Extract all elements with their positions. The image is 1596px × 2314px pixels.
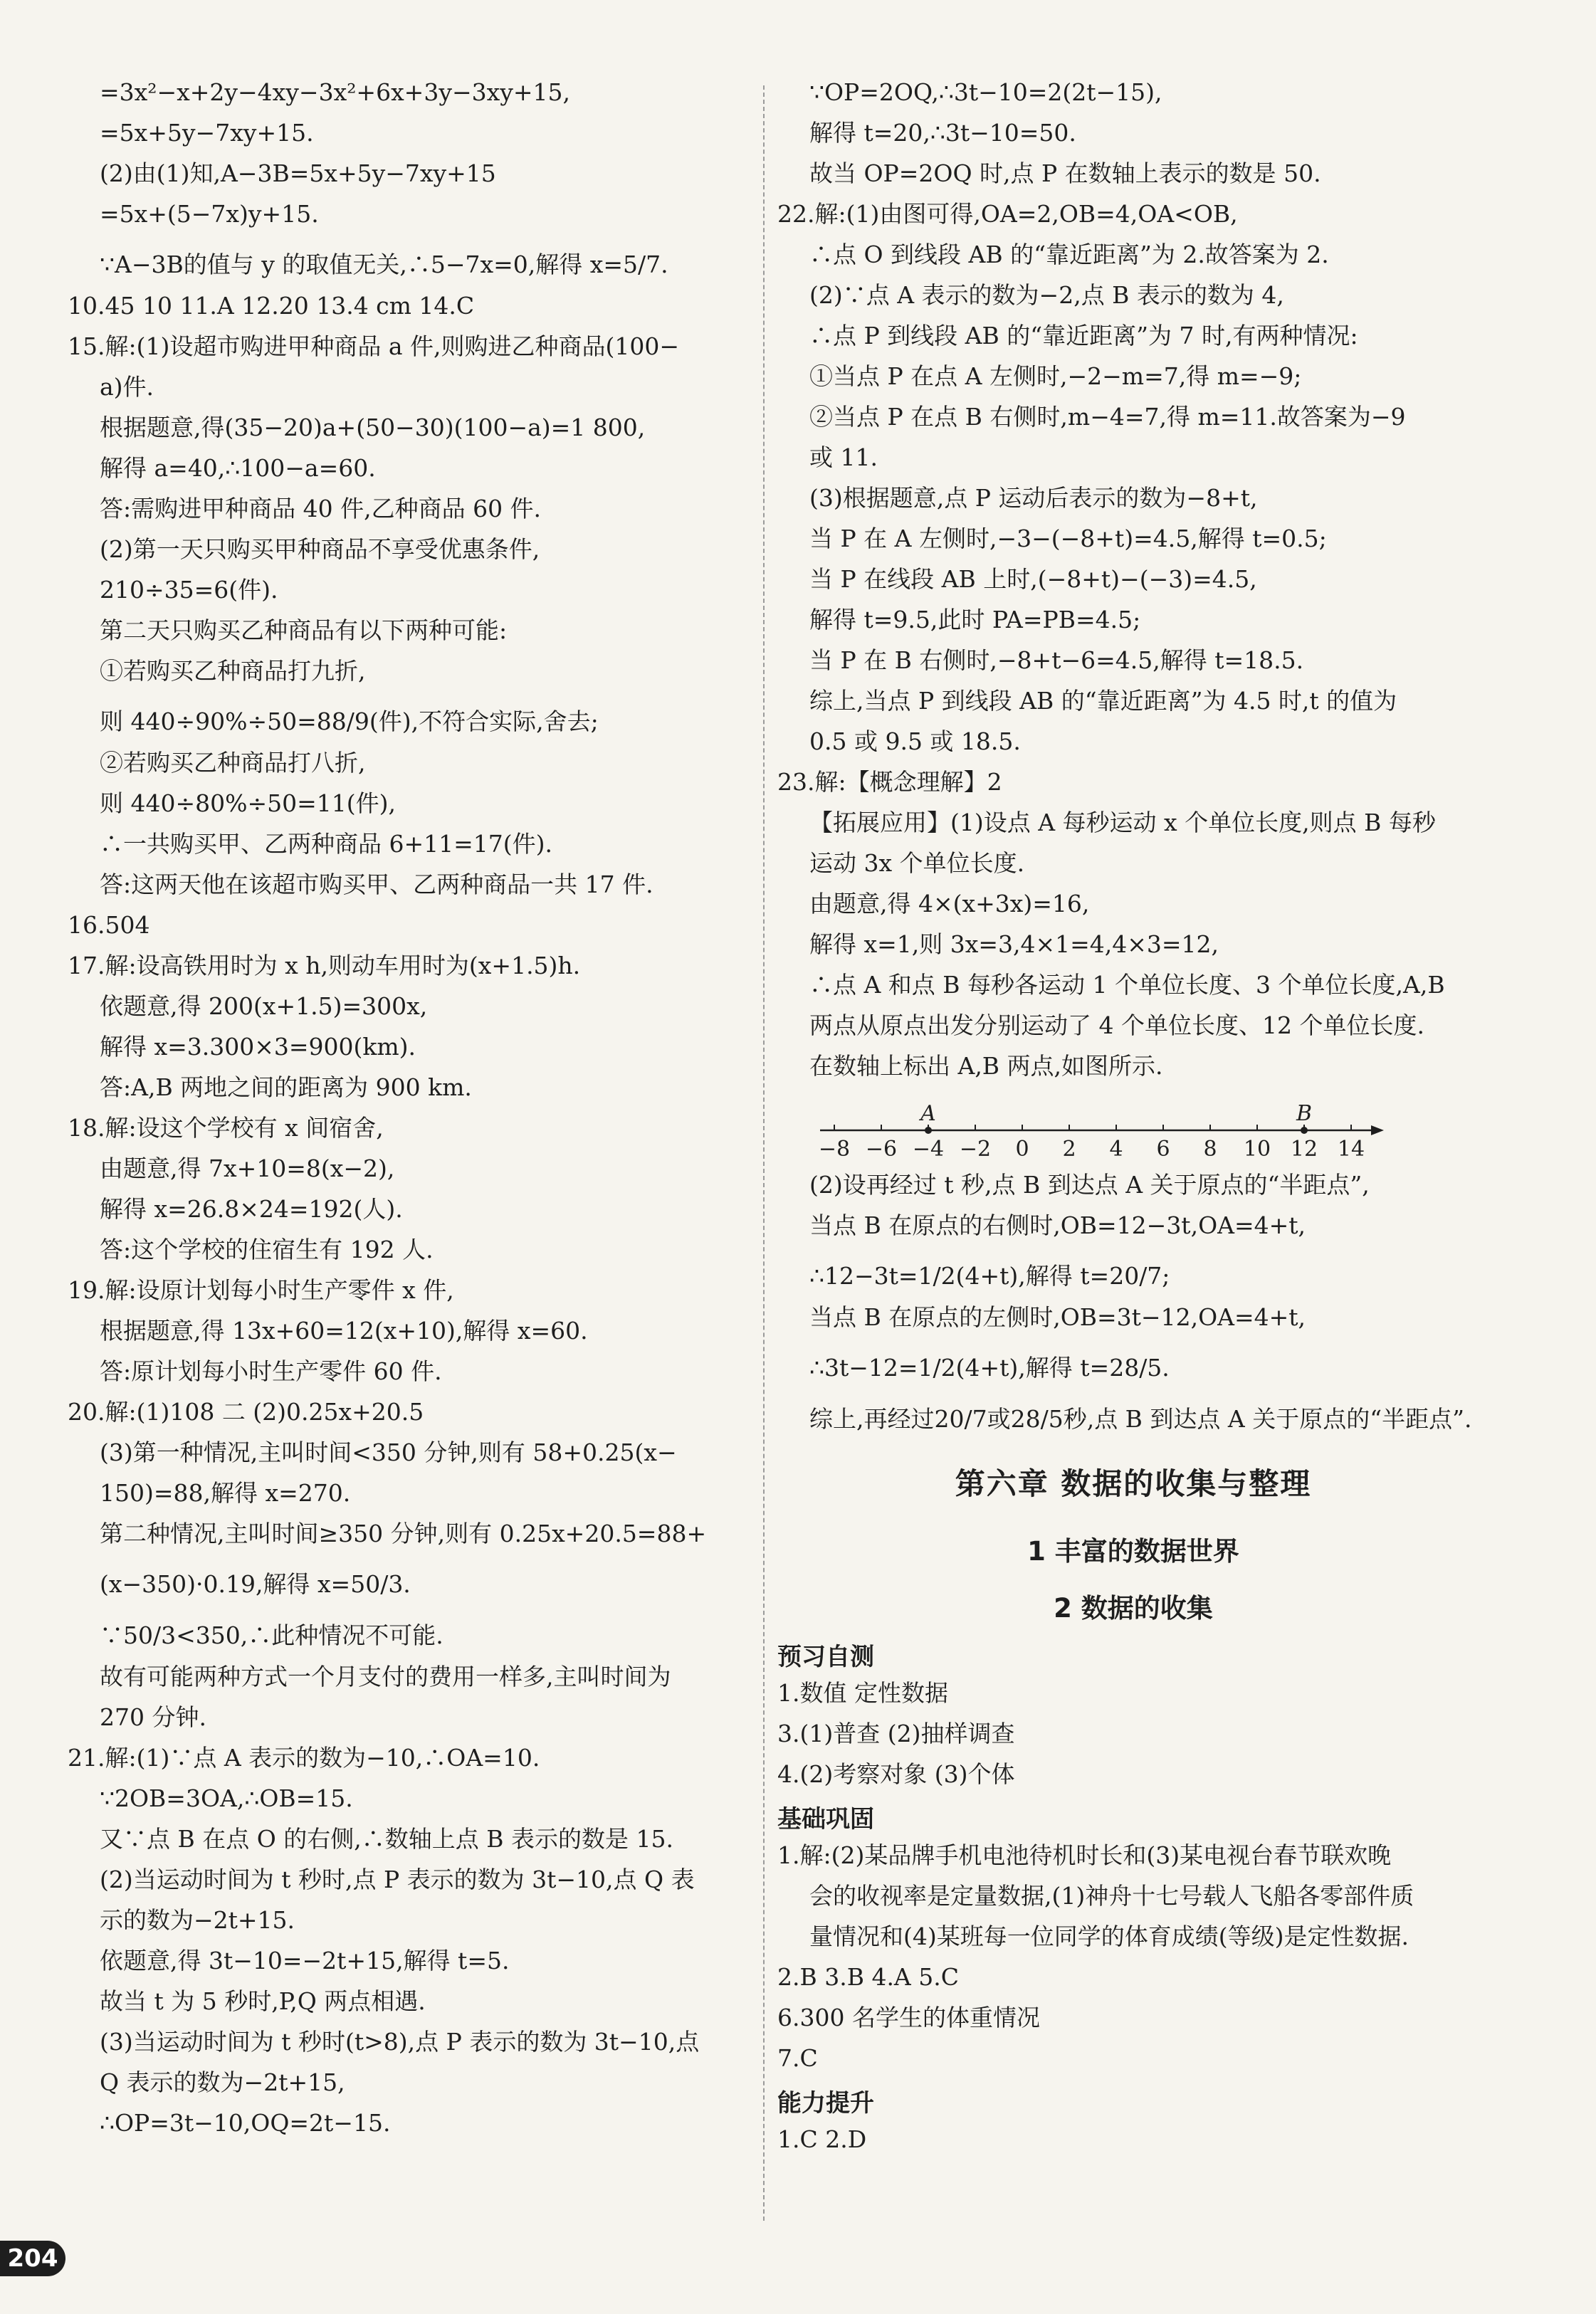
text-line: 17.解:设高铁用时为 x h,则动车用时为(x+1.5)h. [68, 952, 581, 979]
text-line: 当点 B 在原点的左侧时,OB=3t−12,OA=4+t, [809, 1303, 1306, 1331]
text-line: 又∵点 B 在点 O 的右侧,∴数轴上点 B 表示的数是 15. [100, 1825, 673, 1853]
text-line: 由题意,得 4×(x+3x)=16, [809, 890, 1090, 917]
point-marker [1301, 1127, 1308, 1134]
text-line: 答:需购进甲种商品 40 件,乙种商品 60 件. [100, 495, 542, 522]
text-line: ∵A−3B的值与 y 的取值无关,∴5−7x=0,解得 x=5/7. [100, 251, 668, 278]
text-line: ①当点 P 在点 A 左侧时,−2−m=7,得 m=−9; [809, 362, 1302, 390]
text-line: 故有可能两种方式一个月支付的费用一样多,主叫时间为 [100, 1663, 671, 1690]
answers-21-23 [777, 77, 1489, 1091]
text-line: ①若购买乙种商品打九折, [100, 657, 366, 685]
section-title-1: 1 丰富的数据世界 [1027, 1536, 1239, 1567]
text-line: 综上,再经过20/7或28/5秒,点 B 到达点 A 关于原点的“半距点”. [809, 1405, 1472, 1433]
text-line: ∴点 P 到线段 AB 的“靠近距离”为 7 时,有两种情况: [809, 322, 1358, 349]
text-line: 3.(1)普查 (2)抽样调查 [777, 1720, 1015, 1747]
section-title-2: 2 数据的收集 [1054, 1593, 1213, 1624]
text-line: 150)=88,解得 x=270. [100, 1479, 351, 1507]
text-line: 解得 a=40,∴100−a=60. [100, 454, 376, 482]
text-line: ②若购买乙种商品打八折, [100, 749, 366, 777]
text-line: 故当 OP=2OQ 时,点 P 在数轴上表示的数是 50. [809, 159, 1321, 187]
text-line: 第二种情况,主叫时间≥350 分钟,则有 0.25x+20.5=88+ [100, 1520, 707, 1547]
text-line: ∴点 A 和点 B 每秒各运动 1 个单位长度、3 个单位长度,A,B [809, 971, 1445, 999]
text-line: 10.45 10 11.A 12.20 13.4 cm 14.C [68, 292, 475, 320]
page-number-badge: 204 [0, 2241, 65, 2276]
text-line: 运动 3x 个单位长度. [809, 849, 1025, 877]
text-line: ∴12−3t=1/2(4+t),解得 t=20/7; [809, 1262, 1170, 1290]
text-line: 解得 t=20,∴3t−10=50. [809, 119, 1076, 147]
text-line: 16.504 [68, 911, 150, 939]
text-line: (x−350)·0.19,解得 x=50/3. [100, 1570, 411, 1598]
text-line: 解得 t=9.5,此时 PA=PB=4.5; [809, 606, 1141, 633]
tick-label: −6 [865, 1137, 898, 1162]
tick-label: 2 [1062, 1137, 1076, 1162]
text-line: 答:原计划每小时生产零件 60 件. [100, 1357, 442, 1385]
text-line: 6.300 名学生的体重情况 [777, 2004, 1040, 2031]
text-line: 【拓展应用】(1)设点 A 每秒运动 x 个单位长度,则点 B 每秒 [809, 809, 1436, 836]
tick-label: −2 [959, 1137, 992, 1162]
text-line: 1.解:(2)某品牌手机电池待机时长和(3)某电视台春节联欢晚 [777, 1841, 1392, 1869]
number-line [806, 1091, 1390, 1169]
text-line: 当点 B 在原点的右侧时,OB=12−3t,OA=4+t, [809, 1211, 1306, 1239]
tick-label: 14 [1337, 1137, 1365, 1162]
text-line: 210÷35=6(件). [100, 576, 278, 604]
text-line: 当 P 在 B 右侧时,−8+t−6=4.5,解得 t=18.5. [809, 646, 1304, 674]
text-line: 当 P 在 A 左侧时,−3−(−8+t)=4.5,解得 t=0.5; [809, 525, 1327, 552]
text-line: ∴OP=3t−10,OQ=2t−15. [100, 2109, 391, 2137]
text-line: 解得 x=1,则 3x=3,4×1=4,4×3=12, [809, 930, 1219, 958]
left-column [68, 77, 751, 2148]
subheading-preview: 预习自测 [777, 1643, 874, 1671]
subheading-basic: 基础巩固 [777, 1805, 874, 1834]
text-line: a)件. [100, 373, 154, 401]
text-line: 综上,当点 P 到线段 AB 的“靠近距离”为 4.5 时,t 的值为 [809, 687, 1397, 715]
column-divider [763, 85, 765, 2221]
tick-label: 0 [1015, 1137, 1029, 1162]
text-line: (2)∵点 A 表示的数为−2,点 B 表示的数为 4, [809, 281, 1284, 309]
text-line: 根据题意,得(35−20)a+(50−30)(100−a)=1 800, [100, 414, 646, 441]
subheading-ability: 能力提升 [777, 2089, 874, 2118]
axis-arrow [1371, 1125, 1384, 1135]
text-line: 22.解:(1)由图可得,OA=2,OB=4,OA<OB, [777, 200, 1238, 228]
text-line: (2)第一天只购买甲种商品不享受优惠条件, [100, 535, 540, 563]
text-line: Q 表示的数为−2t+15, [100, 2068, 345, 2096]
tick-label: −4 [912, 1137, 945, 1162]
text-line: (2)当运动时间为 t 秒时,点 P 表示的数为 3t−10,点 Q 表 [100, 1866, 695, 1893]
text-line: =5x+(5−7x)y+15. [100, 200, 319, 228]
text-line: (2)由(1)知,A−3B=5x+5y−7xy+15 [100, 159, 496, 187]
tick-label: 8 [1203, 1137, 1217, 1162]
text-line: =5x+5y−7xy+15. [100, 119, 314, 147]
text-line: 则 440÷90%÷50=88/9(件),不符合实际,舍去; [100, 708, 599, 735]
text-line: 270 分钟. [100, 1703, 206, 1731]
tick-label: 12 [1290, 1137, 1318, 1162]
ability-answers [777, 2124, 1489, 2165]
text-line: (3)当运动时间为 t 秒时(t>8),点 P 表示的数为 3t−10,点 [100, 2028, 700, 2056]
text-line: =3x²−x+2y−4xy−3x²+6x+3y−3xy+15, [100, 78, 570, 106]
text-line: 解得 x=26.8×24=192(人). [100, 1195, 403, 1223]
tick-label: 4 [1109, 1137, 1123, 1162]
text-line: 第二天只购买乙种商品有以下两种可能: [100, 616, 508, 644]
text-line: 4.(2)考察对象 (3)个体 [777, 1760, 1015, 1788]
text-line: 或 11. [809, 443, 878, 471]
text-line: 0.5 或 9.5 或 18.5. [809, 727, 1021, 755]
text-line: ∴3t−12=1/2(4+t),解得 t=28/5. [809, 1354, 1170, 1382]
text-line: 解得 x=3.300×3=900(km). [100, 1033, 416, 1061]
text-line: 答:A,B 两地之间的距离为 900 km. [100, 1073, 472, 1101]
text-line: 23.解:【概念理解】2 [777, 768, 1002, 796]
text-line: ∵OP=2OQ,∴3t−10=2(2t−15), [809, 78, 1162, 106]
text-line: 20.解:(1)108 二 (2)0.25x+20.5 [68, 1398, 424, 1426]
text-line: 15.解:(1)设超市购进甲种商品 a 件,则购进乙种商品(100− [68, 332, 679, 360]
basic-answers [777, 1840, 1489, 2083]
text-line: 21.解:(1)∵点 A 表示的数为−10,∴OA=10. [68, 1744, 540, 1772]
preview-answers [777, 1678, 1489, 1799]
chapter-title: 第六章 数据的收集与整理 [955, 1466, 1312, 1501]
text-line: 故当 t 为 5 秒时,P,Q 两点相遇. [100, 1987, 426, 2015]
text-line: 1.C 2.D [777, 2125, 867, 2153]
text-line: 18.解:设这个学校有 x 间宿舍, [68, 1114, 384, 1142]
tick-label: 10 [1243, 1137, 1271, 1162]
text-line: 2.B 3.B 4.A 5.C [777, 1963, 959, 1991]
text-line: 依题意,得 200(x+1.5)=300x, [100, 992, 428, 1020]
text-line: ②当点 P 在点 B 右侧时,m−4=7,得 m=11.故答案为−9 [809, 403, 1406, 431]
text-line: ∴点 O 到线段 AB 的“靠近距离”为 2.故答案为 2. [809, 241, 1329, 268]
text-line: 7.C [777, 2044, 818, 2072]
text-line: 量情况和(4)某班每一位同学的体育成绩(等级)是定性数据. [809, 1923, 1409, 1950]
text-line: ∵2OB=3OA,∴OB=15. [100, 1784, 353, 1812]
point-label: B [1296, 1101, 1313, 1126]
text-line: 在数轴上标出 A,B 两点,如图所示. [809, 1052, 1163, 1080]
text-line: 会的收视率是定量数据,(1)神舟十七号载人飞船各零部件质 [809, 1882, 1414, 1910]
text-line: (3)第一种情况,主叫时间<350 分钟,则有 58+0.25(x− [100, 1439, 677, 1466]
point-marker [925, 1127, 932, 1134]
text-line: (2)设再经过 t 秒,点 B 到达点 A 关于原点的“半距点”, [809, 1171, 1370, 1199]
text-line: 依题意,得 3t−10=−2t+15,解得 t=5. [100, 1947, 510, 1974]
text-line: (3)根据题意,点 P 运动后表示的数为−8+t, [809, 484, 1258, 512]
text-line: 1.数值 定性数据 [777, 1679, 948, 1707]
tick-label: 6 [1156, 1137, 1170, 1162]
right-column [777, 77, 1489, 2165]
text-line: 19.解:设原计划每小时生产零件 x 件, [68, 1276, 454, 1304]
text-line: 示的数为−2t+15. [100, 1906, 295, 1934]
answer-23-part2 [777, 1169, 1489, 1445]
text-line: 答:这个学校的住宿生有 192 人. [100, 1236, 434, 1263]
text-line: 根据题意,得 13x+60=12(x+10),解得 x=60. [100, 1317, 588, 1345]
text-line: 两点从原点出发分别运动了 4 个单位长度、12 个单位长度. [809, 1011, 1424, 1039]
text-line: ∴一共购买甲、乙两种商品 6+11=17(件). [100, 830, 553, 858]
text-line: 当 P 在线段 AB 上时,(−8+t)−(−3)=4.5, [809, 565, 1257, 593]
number-line-figure [777, 1091, 1489, 1169]
text-line: 由题意,得 7x+10=8(x−2), [100, 1155, 395, 1182]
point-label: A [920, 1101, 936, 1126]
text-line: 则 440÷80%÷50=11(件), [100, 789, 396, 817]
text-line: 答:这两天他在该超市购买甲、乙两种商品一共 17 件. [100, 871, 653, 898]
text-line: ∵50/3<350,∴此种情况不可能. [100, 1621, 443, 1649]
tick-label: −8 [818, 1137, 851, 1162]
